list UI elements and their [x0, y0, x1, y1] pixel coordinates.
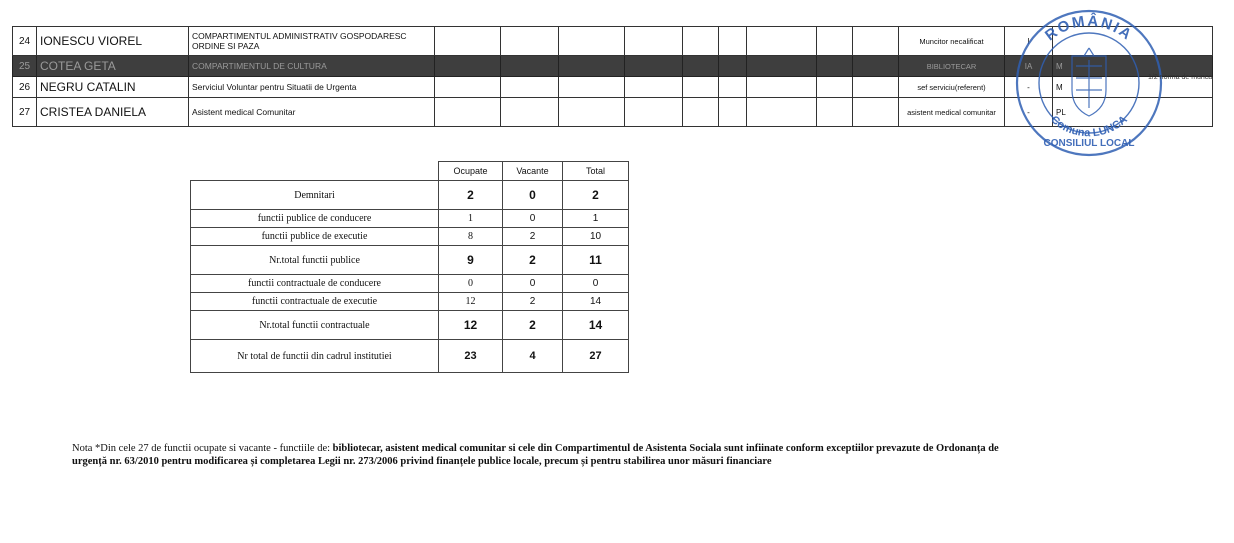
total-value: 1: [563, 210, 629, 228]
vacante-value: 2: [503, 311, 563, 340]
stamp-commune-text: Comuna LUNCA: [1048, 113, 1130, 140]
total-value: 14: [563, 293, 629, 311]
employee-name: IONESCU VIOREL: [37, 27, 189, 56]
vacante-value: 0: [503, 181, 563, 210]
coat-of-arms-icon: [1072, 48, 1106, 116]
vacante-value: 2: [503, 228, 563, 246]
summary-row: [191, 246, 629, 275]
total-value: 27: [563, 340, 629, 373]
row-number: 26: [13, 77, 37, 98]
job-title: asistent medical comunitar: [899, 98, 1005, 127]
vacante-value: 2: [503, 246, 563, 275]
summary-row: [191, 340, 629, 373]
row-number: 27: [13, 98, 37, 127]
row-label: functii contractuale de executie: [191, 293, 439, 311]
footnote-lead: Nota *Din cele 27 de functii ocupate si vacante - functiile de:: [72, 443, 333, 454]
ocupate-value: 2: [439, 181, 503, 210]
extra-cell: PL: [1053, 98, 1213, 127]
row-label: Nr.total functii publice: [191, 246, 439, 275]
total-value: 11: [563, 246, 629, 275]
employee-name: COTEA GETA: [37, 56, 189, 77]
row-label: functii publice de executie: [191, 228, 439, 246]
department: Serviciul Voluntar pentru Situatii de Urgenta: [189, 77, 435, 98]
header-total: Total: [563, 162, 629, 181]
summary-table: [190, 161, 629, 373]
department: COMPARTIMENTUL DE CULTURA: [189, 56, 435, 77]
row-label: functii publice de conducere: [191, 210, 439, 228]
summary-header-row: [191, 162, 629, 181]
job-title: BIBLIOTECAR: [899, 56, 1005, 77]
total-value: 2: [563, 181, 629, 210]
employee-name: CRISTEA DANIELA: [37, 98, 189, 127]
stamp-overlap-text: 1/2 norma de munca: [1148, 74, 1213, 81]
summary-row: [191, 210, 629, 228]
total-value: 14: [563, 311, 629, 340]
summary-row: [191, 293, 629, 311]
row-label: functii contractuale de conducere: [191, 275, 439, 293]
employee-name: NEGRU CATALIN: [37, 77, 189, 98]
extra-cell: M: [1053, 56, 1213, 77]
total-value: 10: [563, 228, 629, 246]
ocupate-value: 12: [439, 293, 503, 311]
svg-text:Comuna LUNCA: [1048, 114, 1129, 140]
grade: -: [1005, 98, 1053, 127]
row-number: 25: [13, 56, 37, 77]
header-vacante: Vacante: [503, 162, 563, 181]
ocupate-value: 9: [439, 246, 503, 275]
footnote: [72, 442, 1032, 468]
vacante-value: 0: [503, 275, 563, 293]
row-label: Nr total de functii din cadrul institutiei: [191, 340, 439, 373]
ocupate-value: 12: [439, 311, 503, 340]
row-number: 24: [13, 27, 37, 56]
ocupate-value: 23: [439, 340, 503, 373]
vacante-value: 0: [503, 210, 563, 228]
ocupate-value: 8: [439, 228, 503, 246]
job-title: sef serviciu(referent): [899, 77, 1005, 98]
ocupate-value: 0: [439, 275, 503, 293]
department: Asistent medical Comunitar: [189, 98, 435, 127]
vacante-value: 4: [503, 340, 563, 373]
svg-text:ROMÂNIA: [1042, 12, 1136, 45]
extra-cell: M: [1053, 77, 1213, 98]
grade: -: [1005, 77, 1053, 98]
row-label: Demnitari: [191, 181, 439, 210]
summary-row: [191, 275, 629, 293]
department: COMPARTIMENTUL ADMINISTRATIV GOSPODARESC ORDINE SI PAZA: [189, 27, 435, 56]
grade: I: [1005, 27, 1053, 56]
summary-row: [191, 311, 629, 340]
row-label: Nr.total functii contractuale: [191, 311, 439, 340]
ocupate-value: 1: [439, 210, 503, 228]
summary-row: [191, 181, 629, 210]
job-title: Muncitor necalificat: [899, 27, 1005, 56]
stamp-council-text: CONSILIUL LOCAL: [1043, 138, 1135, 149]
grade: IA: [1005, 56, 1053, 77]
vacante-value: 2: [503, 293, 563, 311]
stamp-country-text: ROMÂNIA: [1042, 12, 1136, 45]
header-ocupate: Ocupate: [439, 162, 503, 181]
total-value: 0: [563, 275, 629, 293]
official-stamp: [1014, 8, 1164, 158]
summary-row: [191, 228, 629, 246]
footnote-body: bibliotecar, asistent medical comunitar si cele din Compartimentul de Asistenta Sociala sunt infiinate conform exceptiilor prevazute de Ordonanța de urgență nr. 63/2010 pentru modificarea și completarea Legii nr. 273/2006 privind finanțele publice locale, precum și pentru stabilirea unor măsuri financiare: [72, 443, 999, 467]
